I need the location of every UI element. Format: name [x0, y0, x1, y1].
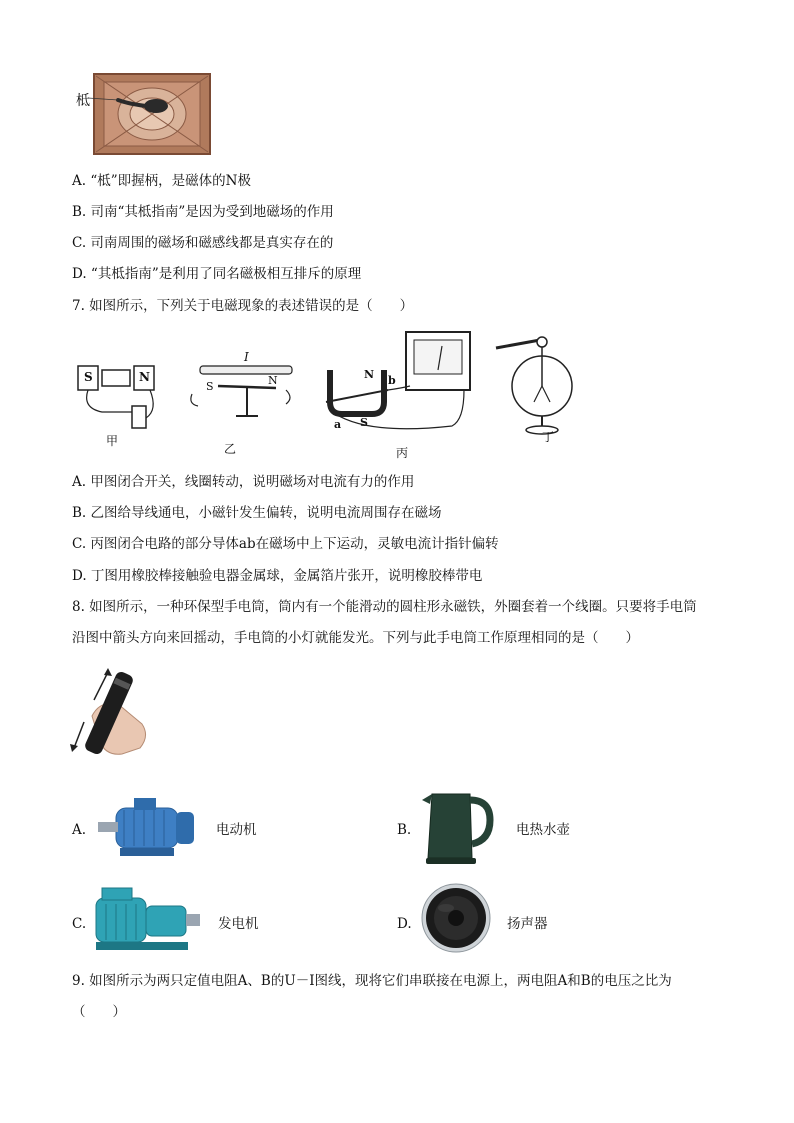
q8-option-c-letter[interactable]: C.	[72, 916, 87, 932]
motor-drawing	[96, 796, 200, 862]
q6-option-b[interactable]: B. 司南“其柢指南”是因为受到地磁场的作用	[72, 204, 334, 220]
electric-kettle-image	[418, 786, 498, 866]
q8-option-a-label[interactable]: 电动机	[216, 822, 257, 838]
motor-image	[96, 796, 200, 862]
q7-stem: 7. 如图所示，下列关于电磁现象的表述错误的是（ ）	[72, 298, 414, 314]
q7-figures-drawing	[72, 328, 592, 464]
q6-option-c[interactable]: C. 司南周围的磁场和磁感线都是真实存在的	[72, 235, 334, 251]
q9-stem-line1: 9. 如图所示为两只定值电阻A、B的U－I图线，现将它们串联接在电源上，两电阻A和B的电压之比为	[72, 973, 672, 989]
q8-option-a-letter[interactable]: A.	[72, 822, 87, 838]
q6-option-a[interactable]: A. “柢”即握柄，是磁体的N极	[72, 173, 251, 189]
shake-flashlight-figure	[70, 664, 154, 768]
q7-figures	[72, 328, 592, 464]
compass-board-drawing	[74, 70, 214, 156]
generator-image	[92, 884, 204, 956]
q8-option-d-letter[interactable]: D.	[397, 916, 412, 932]
label-a: a	[334, 418, 342, 431]
label-b: b	[388, 374, 396, 387]
label-bing: 丙	[396, 446, 409, 460]
flashlight-drawing	[70, 664, 154, 768]
q7-option-a[interactable]: A. 甲图闭合开关，线圈转动，说明磁场对电流有力的作用	[72, 474, 415, 490]
q7-option-b[interactable]: B. 乙图给导线通电，小磁针发生偏转，说明电流周围存在磁场	[72, 505, 442, 521]
label-ding: 丁	[542, 430, 555, 444]
di-label: 柢	[76, 93, 90, 109]
label-i-current: I	[244, 350, 249, 364]
sinan-compass-figure	[74, 70, 214, 156]
label-n-jia: N	[139, 370, 150, 384]
q7-option-c[interactable]: C. 丙图闭合电路的部分导体ab在磁场中上下运动，灵敏电流计指针偏转	[72, 536, 499, 552]
q9-stem-line2: （ ）	[72, 1004, 126, 1020]
q8-option-d-label[interactable]: 扬声器	[507, 916, 548, 932]
q8-stem-line1: 8. 如图所示，一种环保型手电筒，筒内有一个能滑动的圆柱形永磁铁，外圈套着一个线圈。只要将手电筒	[72, 599, 697, 615]
loudspeaker-image	[416, 880, 492, 956]
q8-option-b-label[interactable]: 电热水壶	[516, 822, 570, 838]
label-jia: 甲	[106, 434, 119, 448]
q8-stem-line2: 沿图中箭头方向来回摇动，手电筒的小灯就能发光。下列与此手电筒工作原理相同的是（ ）	[72, 630, 639, 646]
q6-option-d[interactable]: D. “其柢指南”是利用了同名磁极相互排斥的原理	[72, 266, 362, 282]
generator-drawing	[92, 884, 204, 956]
q7-option-d[interactable]: D. 丁图用橡胶棒接触验电器金属球，金属箔片张开，说明橡胶棒带电	[72, 568, 483, 584]
q8-option-b-letter[interactable]: B.	[397, 822, 412, 838]
label-yi: 乙	[224, 442, 237, 456]
label-s-bing: S	[360, 416, 368, 429]
q8-option-c-label[interactable]: 发电机	[218, 916, 259, 932]
label-s-yi: S	[206, 380, 214, 393]
label-n-yi: N	[268, 374, 278, 387]
speaker-drawing	[416, 880, 492, 956]
kettle-drawing	[418, 786, 498, 866]
label-s-jia: S	[84, 370, 93, 384]
label-n-bing: N	[364, 368, 375, 381]
